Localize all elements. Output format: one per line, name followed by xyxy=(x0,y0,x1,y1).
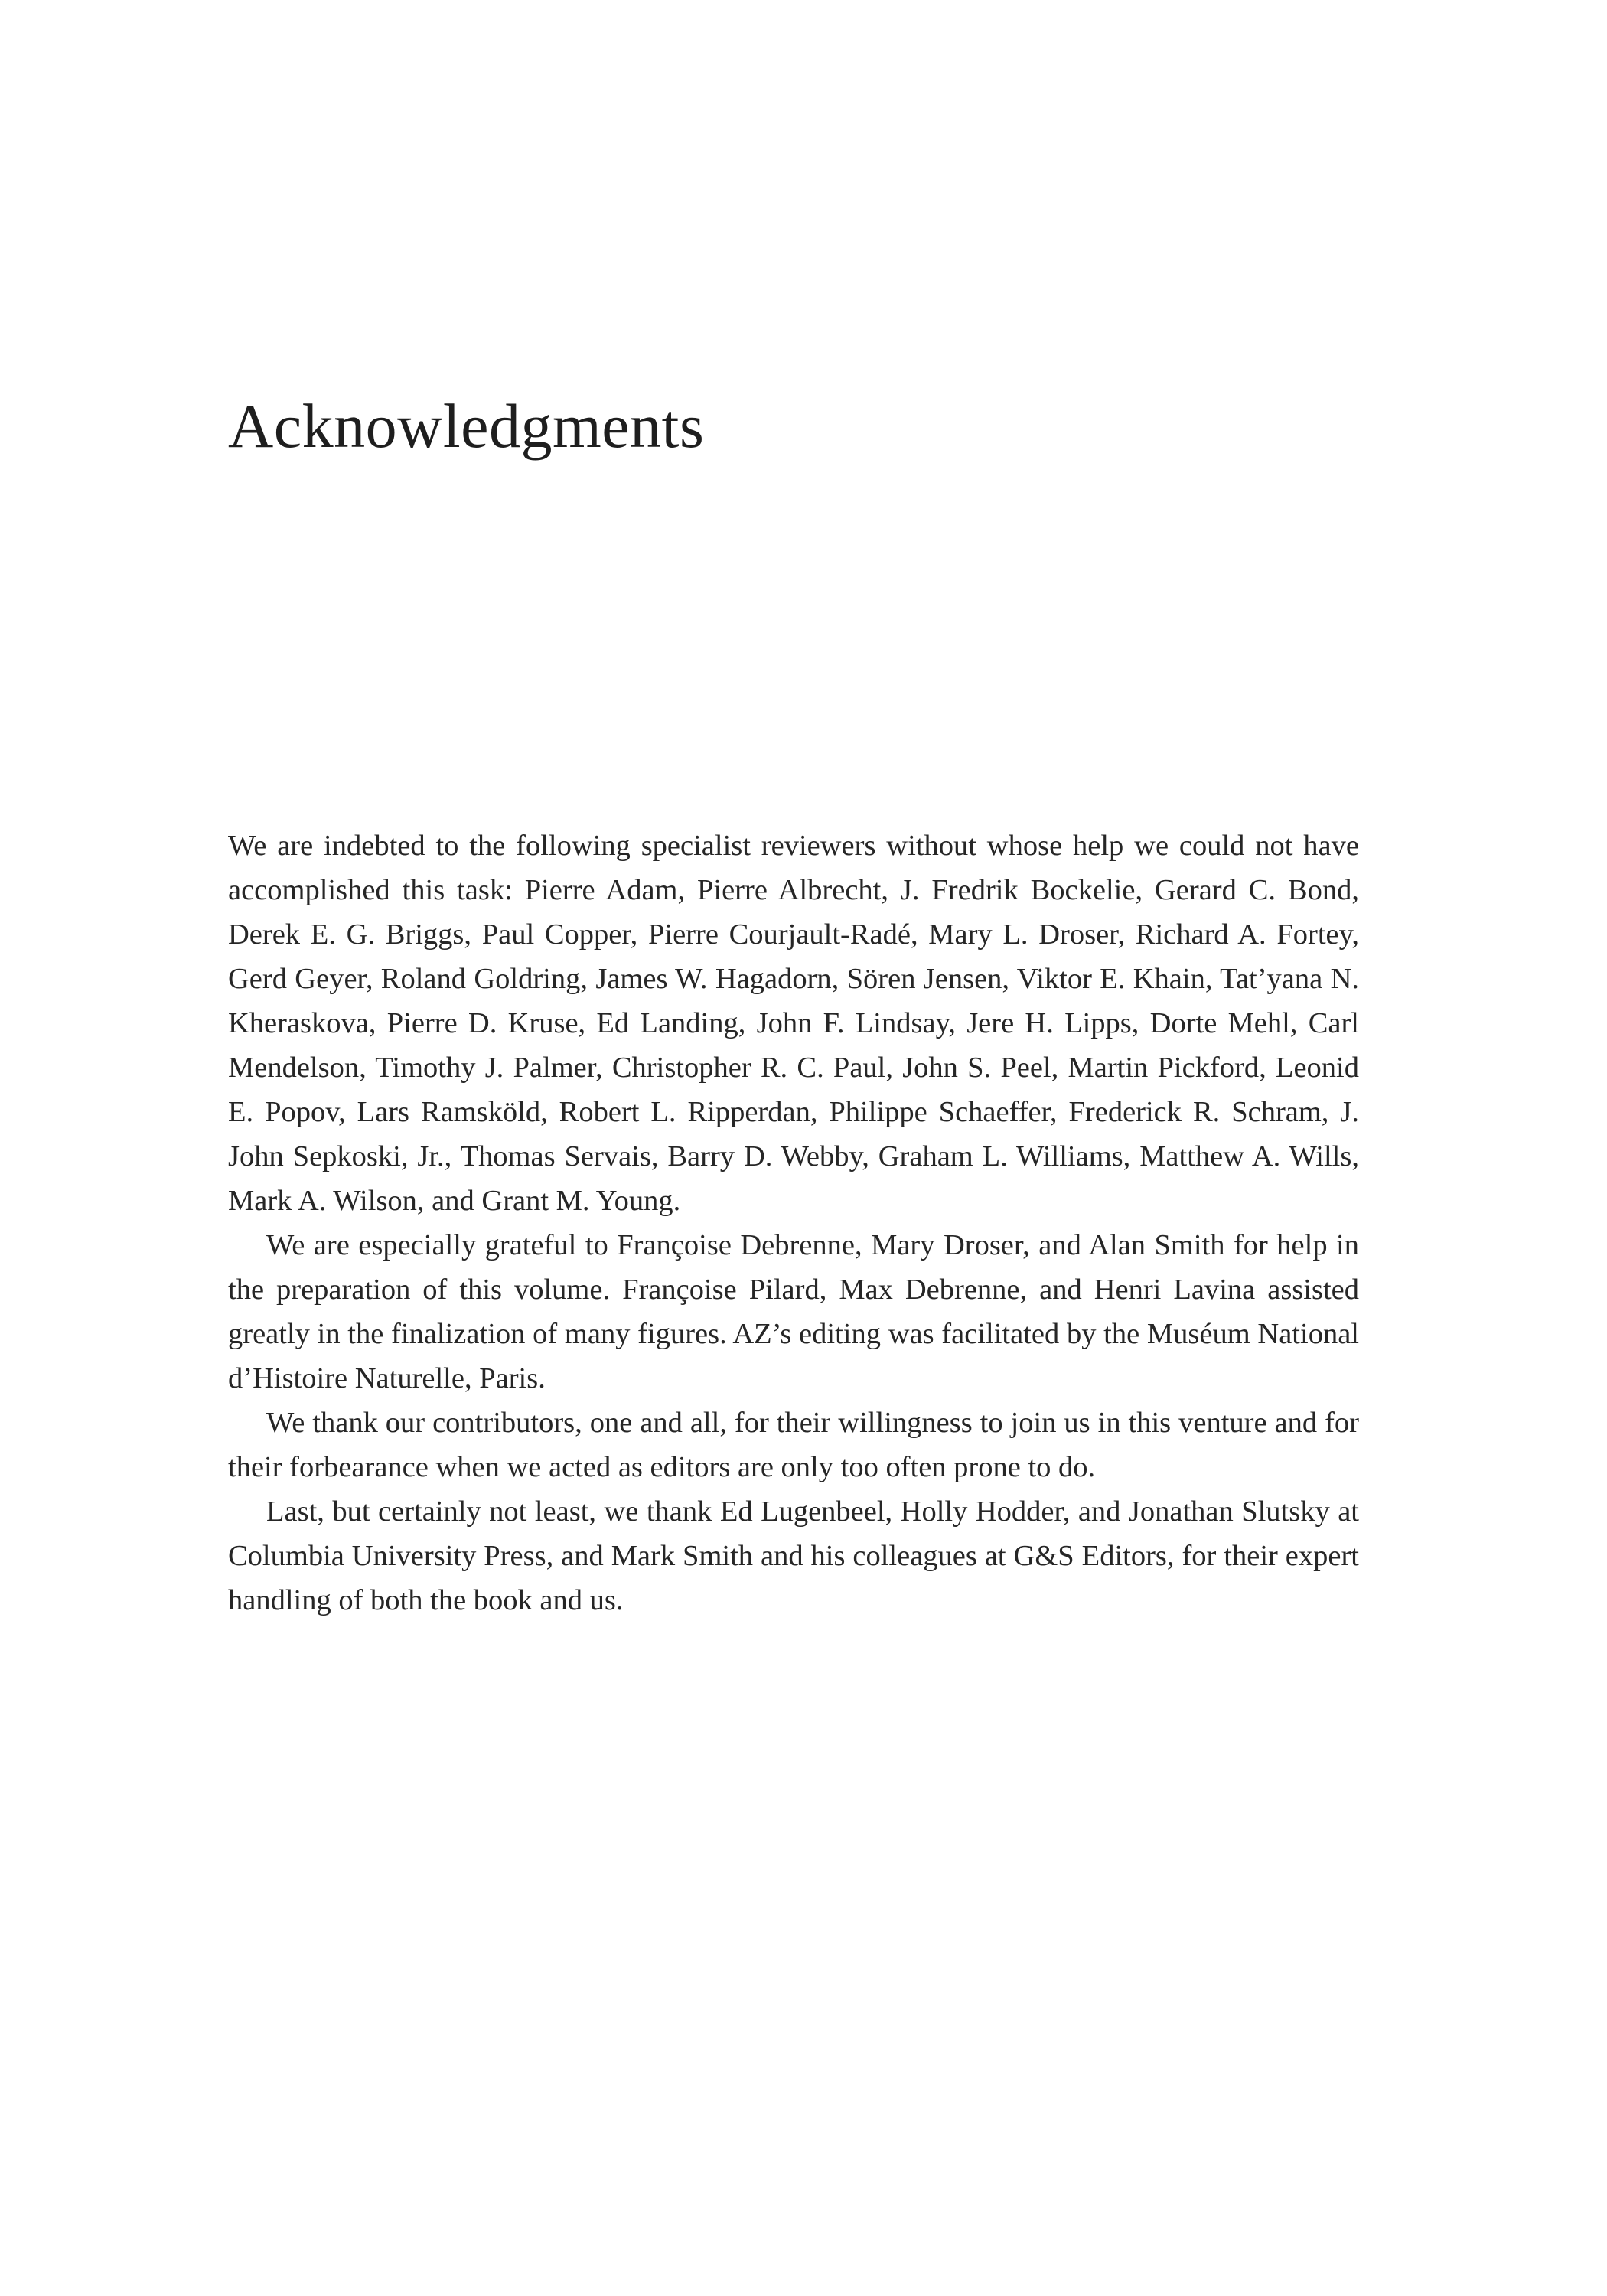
paragraph-reviewers: We are indebted to the following specialist reviewers without whose help we could not have accomplished this task: Pierre Adam, Pierre Albrecht, J. Fredrik Bockelie, Gerard C. Bond, Derek E. G. Briggs, Paul Copper, Pierre Courjault-Radé, Mary L. Droser, Richard A. Fortey, Gerd Geyer, Roland Goldring, James W. Hagadorn, Sören Jensen, Viktor E. Khain, Tat’yana N. Kheraskova, Pierre D. Kruse, Ed Landing, John F. Lindsay, Jere H. Lipps, Dorte Mehl, Carl Mendelson, Timothy J. Palmer, Christopher R. C. Paul, John S. Peel, Martin Pickford, Leonid E. Popov, Lars Ramsköld, Robert L. Ripperdan, Philippe Schaeffer, Frederick R. Schram, J. John Sepkoski, Jr., Thomas Servais, Barry D. Webby, Graham L. Williams, Matthew A. Wills, Mark A. Wilson, and Grant M. Young. xyxy=(228,830,1359,1217)
page-title: Acknowledgments xyxy=(228,391,705,461)
acknowledgments-body xyxy=(228,823,1359,1623)
paragraph-gratitude: We are especially grateful to Françoise Debrenne, Mary Droser, and Alan Smith for help in the preparation of this volume. Françoise Pilard, Max Debrenne, and Henri Lavina assisted greatly in the finalization of many figures. AZ’s editing was facilitated by the Muséum National d’Histoire Naturelle, Paris. xyxy=(228,1229,1359,1394)
paragraph-contributors: We thank our contributors, one and all, for their willingness to join us in this venture and for their forbearance when we acted as editors are only too often prone to do. xyxy=(228,1407,1359,1483)
paragraph-publisher: Last, but certainly not least, we thank Ed Lugenbeel, Holly Hodder, and Jonathan Slutsky at Columbia University Press, and Mark Smith and his colleagues at G&S Editors, for their expert handling of both the book and us. xyxy=(228,1495,1359,1616)
